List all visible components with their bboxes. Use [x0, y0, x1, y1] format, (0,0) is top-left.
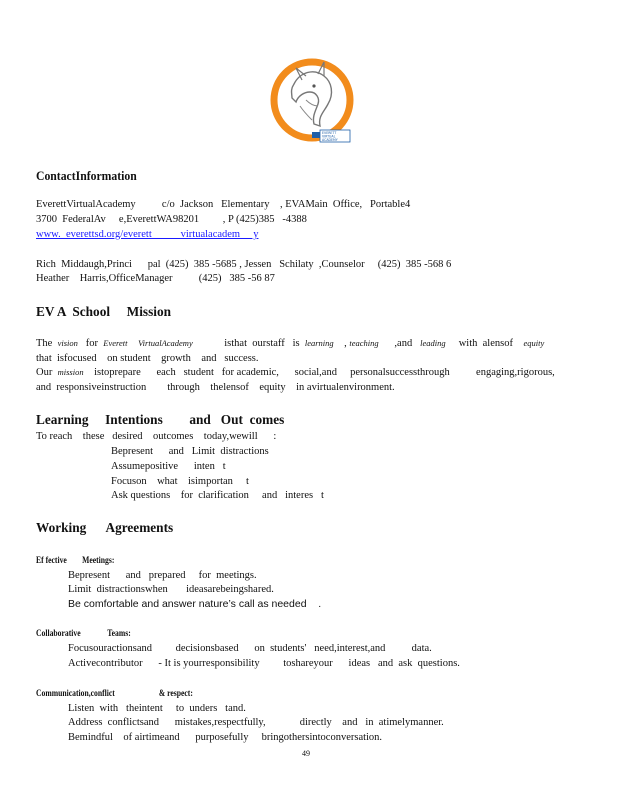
svg-text:ACADEMY: ACADEMY [322, 138, 338, 142]
academy-logo [262, 54, 362, 154]
working-agreements-heading: Working Agreements [36, 521, 174, 536]
list-item: Assumepositive inten t [111, 461, 226, 472]
staff-line: Rich Middaugh,Princi pal (425) 385 -5685 , Jessen Schilaty ,Counselor (425) 385 -568 6 [36, 259, 452, 270]
list-item: Address conflictsand mistakes,respectfully, directly and in atimelymanner. [68, 717, 444, 728]
mission-line-2: and responsiveinstruction through thelensof equity in avirtualenvironment. [36, 382, 395, 393]
website-link[interactable]: www. everettsd.org/everett virtualacadem y [36, 229, 259, 240]
staff-line: Heather Harris,OfficeManager (425) 385 -56 87 [36, 273, 275, 284]
list-item: Bepresent and prepared for meetings. [68, 570, 257, 581]
contact-address-line: 3700 FederalAv e,EverettWA98201 , P (425)385 -4388 [36, 214, 307, 225]
contact-address-line: EverettVirtualAcademy c/o Jackson Elementary , EVAMain Office, Portable4 [36, 199, 411, 210]
svg-text:EVERETT: EVERETT [322, 131, 337, 135]
list-item: Activecontributor - It is yourresponsibility toshareyour ideas and ask questions. [68, 658, 460, 669]
group-title-meetings: Ef fective Meetings: [36, 555, 115, 565]
learning-intro: To reach these desired outcomes today,wewill : [36, 431, 277, 442]
list-item: Limit distractionswhen ideasarebeingshared. [68, 584, 274, 595]
vision-line-2: that isfocused on student growth and success. [36, 353, 259, 364]
mission-heading: EV A School Mission [36, 305, 172, 320]
list-item: Focuson what isimportan t [111, 476, 249, 487]
dragon-logo-icon [262, 54, 362, 154]
mission-line: Our mission istoprepare each student for academic, social,and personalsuccessthrough engaging,rigorous, [36, 367, 555, 378]
list-item: Bepresent and Limit distractions [111, 446, 269, 457]
group-title-teams: Collaborative Teams: [36, 628, 131, 638]
group-title-communication: Communication,conflict & respect: [36, 688, 193, 698]
learning-heading: Learning Intentions and Out comes [36, 413, 285, 428]
list-item: Listen with theintent to unders tand. [68, 703, 246, 714]
list-item: Focusouractionsand decisionsbased on students' need,interest,and data. [68, 643, 432, 654]
list-item: Ask questions for clarification and interes t [111, 490, 324, 501]
page-number: 49 [302, 749, 310, 758]
list-item: Be comfortable and answer nature’s call as needed . [68, 598, 322, 610]
vision-line: The vision for Everett VirtualAcademy isthat ourstaff is learning , teaching ,and leading with alensof equity [36, 338, 545, 349]
contact-heading: ContactInformation [36, 168, 137, 183]
list-item: Bemindful of airtimeand purposefully bringothersintoconversation. [68, 732, 383, 743]
svg-text:VIRTUAL: VIRTUAL [322, 134, 336, 139]
